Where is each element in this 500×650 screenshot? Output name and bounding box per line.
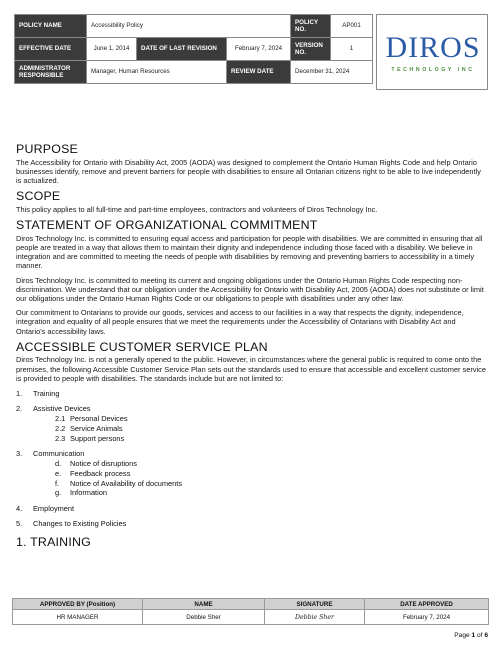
sub-list [55,459,486,497]
effective-date-label: EFFECTIVE DATE [15,38,87,61]
sub-list-item-label: Personal Devices [70,414,128,424]
effective-date-value: June 1, 2014 [87,38,137,61]
approver-position: HR MANAGER [13,610,143,625]
sub-list-item-label: Notice of Availability of documents [70,478,183,488]
sub-list-item-number: f. [55,478,60,488]
scope-heading: SCOPE [16,189,61,204]
policy-name-value: Accessibility Policy [87,15,291,38]
commitment-section [16,219,486,336]
purpose-heading: PURPOSE [16,142,78,156]
sub-list-item-label: Notice of disruptions [70,459,137,469]
list-item-number: 2. [16,404,23,414]
review-date-value: December 31, 2024 [291,61,373,84]
approved-by-header: APPROVED BY (Position) [13,599,143,610]
sub-list-item-number: 2.1 [55,414,66,424]
sub-list-item [55,488,486,498]
logo-subtitle: TECHNOLOGY INC [391,67,475,73]
last-revision-label: DATE OF LAST REVISION [137,38,227,61]
sub-list-item-label: Support persons [70,433,125,443]
list-item-label: Training [33,389,60,399]
sub-list [55,414,486,443]
sub-list-item [55,479,486,489]
service-plan-text: Diros Technology Inc. is not a generally opened to the public. However, in circumstances where the general public is required to come onto the premises, the following Accessible Customer Service Plan sets out the standards used to ensure that accessible and excellent customer service is provided to people with disabilities. The standards include but are not limited to: [16,355,486,383]
list-item [16,504,486,513]
list-item [16,449,486,498]
version-label: VERSION NO. [291,38,331,61]
policy-body [16,143,486,551]
signature-header: SIGNATURE [265,599,365,610]
sub-list-item-number: g. [55,488,62,498]
approval-date: February 7, 2024 [365,610,489,625]
list-item [16,404,486,443]
list-item-label: Changes to Existing Policies [33,518,127,528]
approval-table [12,598,489,625]
policy-no-label: POLICY NO. [291,15,331,38]
scope-text: This policy applies to all full-time and part-time employees, contractors and volunteers of Diros Technology Inc. [16,204,378,214]
last-revision-value: February 7, 2024 [227,38,291,61]
sub-list-item-number: e. [55,469,62,478]
sub-list-item [55,414,486,424]
commitment-text-2: Diros Technology Inc. is committed to meeting its current and ongoing obligations under the Ontario Human Rights Code respecting non-discrimination. We understand that our obligation under the Accessibility for Ontario with Disability Act, 2005 (AODA) does not substitute or limit our obligations under the Ontario Human Rights Code or our obligations to people with disabilities under any other law. [16,275,484,303]
list-item-label: Employment [33,503,75,513]
sub-list-item-label: Service Animals [70,424,123,434]
sub-list-item [55,459,486,469]
commitment-text-1: Diros Technology Inc. is committed to ensuring equal access and participation for people with disabilities. We are committed in ensuring that all people are treated in a way that allows them to maintain their dignity and independence including those faced with a disability. We believe in integration and are committed to meeting the needs of people with disabilities by removing and preventing barriers to accessibility in a timely manner. [16,233,483,271]
administrator-label: ADMINISTRATOR RESPONSIBLE [15,61,87,84]
list-item-number: 1. [16,389,23,399]
sub-list-item-number: 2.3 [55,433,66,443]
list-item-label: Communication [33,449,85,459]
list-item-number: 3. [16,449,23,459]
standards-list [16,389,486,528]
sub-list-item-number: d. [55,459,62,469]
administrator-value: Manager, Human Resources [87,61,227,84]
policy-no-value: AP001 [331,15,373,38]
purpose-text: The Accessibility for Ontario with Disability Act, 2005 (AODA) was designed to complement the Ontario Human Rights Code and help Ontario businesses identify, remove and prevent barriers for people with disabilities to ensure all Ontarian citizens right to be able to live independently is actualized. [16,157,481,186]
page-total: 6 [484,632,488,639]
purpose-section [16,143,486,185]
page-prefix: Page [454,632,472,639]
date-approved-header: DATE APPROVED [365,599,489,610]
review-date-label: REVIEW DATE [227,61,291,84]
sub-list-item [55,469,486,479]
policy-header-table [14,14,373,84]
commitment-text-3: Our commitment to Ontarians to provide our goods, services and access to our facilities in a way that respects the dignity, independence, integration and equality of all people ensures that we meet the requirements under the Accessibility of Ontarians with Disability Act and Ontario's accessibility laws. [16,308,464,336]
service-plan-section [16,341,486,528]
list-item-label: Assistive Devices [33,404,91,414]
company-logo [376,14,488,90]
list-item [16,389,486,398]
sub-list-item [55,424,486,434]
approver-signature: Debbie Sher [265,610,365,625]
sub-list-item-label: Information [70,488,107,498]
sub-list-item [55,434,486,444]
scope-section [16,190,486,214]
approver-name: Debbie Sher [143,610,265,625]
sub-list-item-number: 2.2 [55,424,66,434]
page-of: of [475,632,485,639]
name-header: NAME [143,599,265,610]
commitment-heading: STATEMENT OF ORGANIZATIONAL COMMITMENT [16,218,318,233]
version-value: 1 [331,38,373,61]
logo-wordmark: DIROS [385,31,481,64]
sub-list-item-label: Feedback process [70,469,131,478]
service-plan-heading: ACCESSIBLE CUSTOMER SERVICE PLAN [16,339,268,354]
list-item [16,519,486,528]
page-indicator [454,632,488,639]
policy-name-label: POLICY NAME [15,15,87,38]
page-current: 1 [471,632,476,639]
list-item-number: 4. [16,503,23,513]
list-item-number: 5. [16,518,23,528]
training-heading: 1. TRAINING [16,535,91,550]
